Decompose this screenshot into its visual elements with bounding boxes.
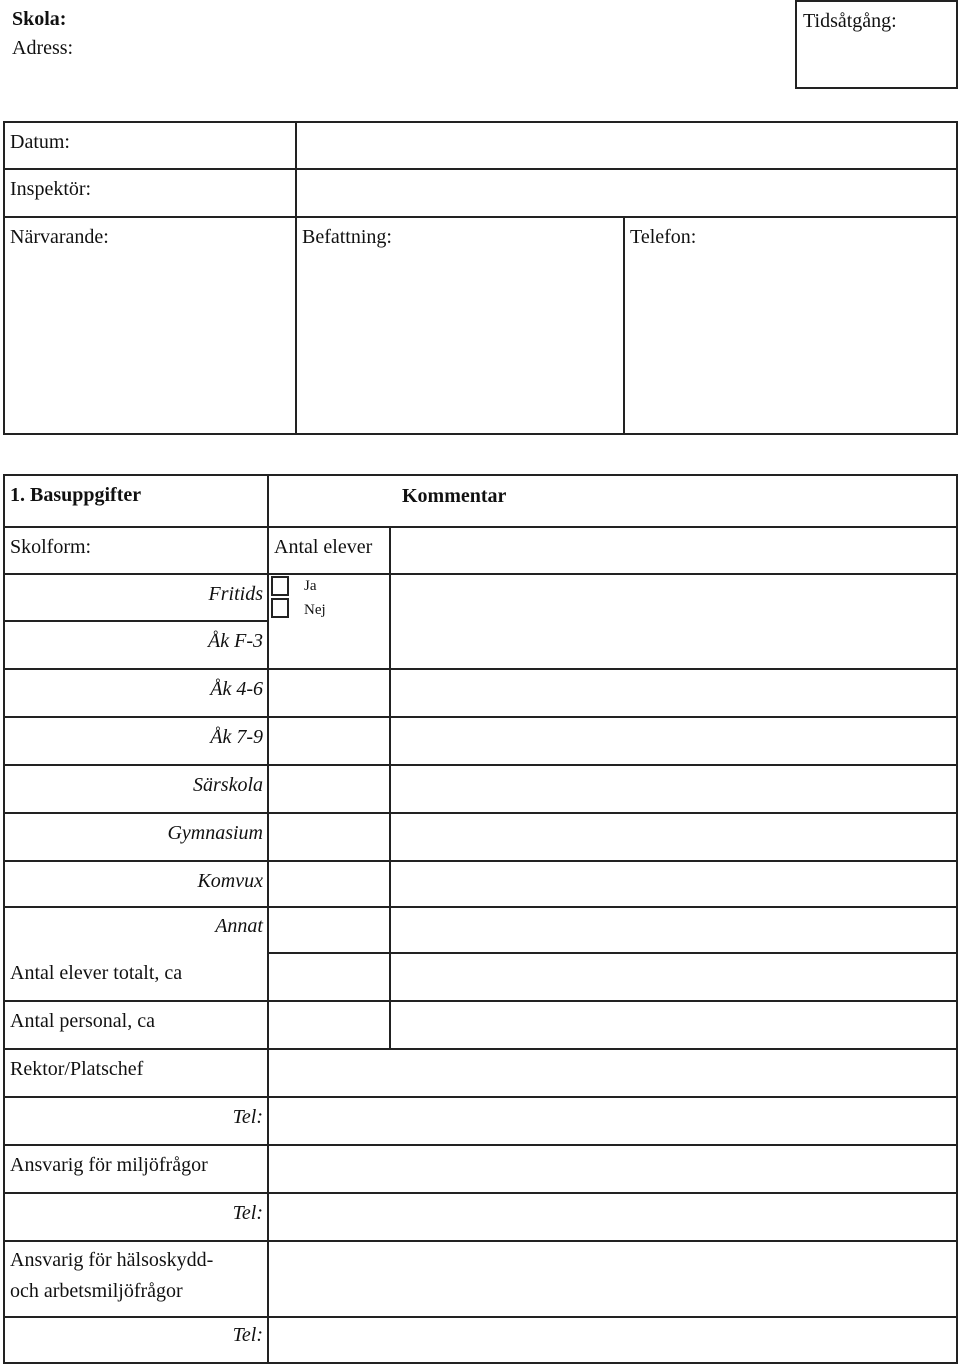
school-form-label: Skolform: <box>10 536 92 558</box>
yes-label: Ja <box>304 578 317 594</box>
phone-label: Telefon: <box>630 226 697 248</box>
students-header: Antal elever <box>274 536 373 558</box>
school-form-komvux: Komvux <box>197 870 263 892</box>
time-spent-label: Tidsåtgång: <box>803 10 897 32</box>
date-field[interactable] <box>298 124 955 167</box>
env-tel-label: Tel: <box>232 1202 263 1224</box>
env-responsible-label: Ansvarig för miljöfrågor <box>10 1154 208 1176</box>
health-responsible-label-1: Ansvarig för hälsoskydd- <box>10 1249 214 1271</box>
date-label: Datum: <box>10 131 70 153</box>
principal-tel-label: Tel: <box>232 1106 263 1128</box>
health-responsible-label-2: och arbetsmiljöfrågor <box>10 1280 183 1302</box>
basic-info-table <box>3 474 958 1364</box>
comment-header: Kommentar <box>402 485 507 507</box>
school-form-ak-7-9: Åk 7-9 <box>210 726 263 748</box>
present-label: Närvarande: <box>10 226 109 248</box>
school-form-ak-4-6: Åk 4-6 <box>210 678 263 700</box>
school-form-fritids: Fritids <box>208 583 263 605</box>
school-form-sarskola: Särskola <box>193 774 263 796</box>
school-form-annat: Annat <box>215 915 263 937</box>
total-students-label: Antal elever totalt, ca <box>10 962 183 984</box>
address-label: Adress: <box>12 37 74 59</box>
inspector-label: Inspektör: <box>10 178 92 200</box>
total-staff-label: Antal personal, ca <box>10 1010 155 1032</box>
no-label: Nej <box>304 602 326 618</box>
inspector-field[interactable] <box>298 171 955 215</box>
yes-checkbox[interactable] <box>271 576 289 596</box>
principal-label: Rektor/Platschef <box>10 1058 144 1080</box>
school-form-gymnasium: Gymnasium <box>167 822 263 844</box>
section-title: 1. Basuppgifter <box>10 484 142 506</box>
position-label: Befattning: <box>302 226 392 248</box>
no-checkbox[interactable] <box>271 598 289 618</box>
health-tel-label: Tel: <box>232 1324 263 1346</box>
school-form-ak-f3: Åk F-3 <box>208 630 263 652</box>
school-label: Skola: <box>12 8 67 30</box>
